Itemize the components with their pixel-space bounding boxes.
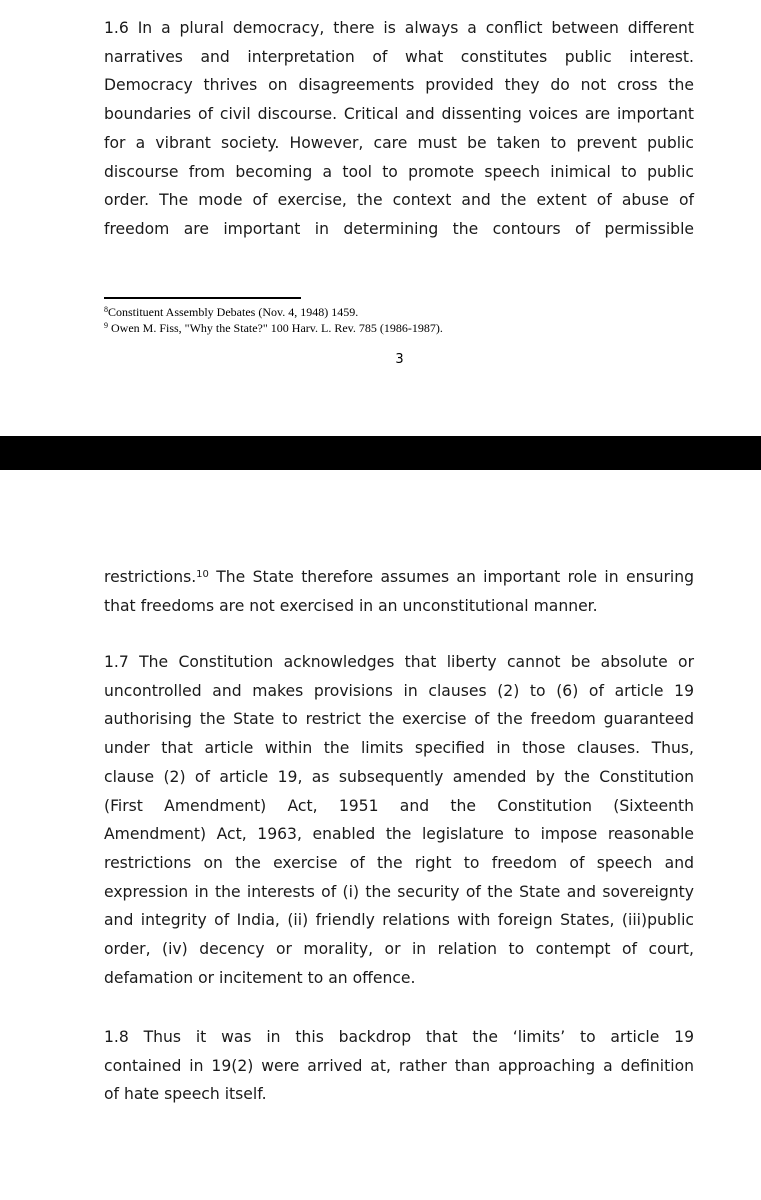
text-line: 1.8 Thus it was in this backdrop that the ‘limits’ to article 19 (104, 1028, 694, 1046)
footnote-text: Owen M. Fiss, "Why the State?" 100 Harv. L. Rev. 785 (1986-1987). (108, 321, 443, 335)
text-line: of hate speech itself. (104, 1085, 267, 1104)
text-line: freedom are important in determining the contours of permissible (104, 219, 694, 238)
text-line: and integrity of India, (ii) friendly relations with foreign States, (iii)public (104, 911, 694, 930)
text-line: Amendment) Act, 1963, enabled the legislature to impose reasonable (104, 825, 694, 844)
text-line: that freedoms are not exercised in an unconstitutional manner. (104, 596, 598, 615)
text-line: narratives and interpretation of what constitutes public interest. (104, 47, 694, 66)
text-line: under that article within the limits specified in those clauses. Thus, (104, 739, 694, 758)
document-page-3 (0, 0, 761, 436)
text-line: authorising the State to restrict the exercise of the freedom guaranteed (104, 710, 694, 729)
text-line: clause (2) of article 19, as subsequently amended by the Constitution (104, 767, 694, 786)
continuation-text: restrictions. (104, 568, 197, 586)
footnote-label: 9 (104, 321, 108, 330)
footnote-8 (104, 304, 358, 320)
text-line: for a vibrant society. However, care must be taken to prevent public (104, 133, 694, 152)
text-line: defamation or incitement to an offence. (104, 968, 416, 987)
footnote-9 (104, 320, 443, 336)
text-line: order, (iv) decency or morality, or in relation to contempt of court, (104, 940, 694, 959)
paragraph-1-7 (104, 648, 694, 992)
footnote-label: 8 (104, 305, 108, 314)
page-number: 3 (395, 352, 404, 367)
text-line: 1.6 In a plural democracy, there is always a conflict between different (104, 19, 694, 37)
text-line: Democracy thrives on disagreements provided they do not cross the (104, 76, 694, 95)
text-line: contained in 19(2) were arrived at, rather than approaching a definition (104, 1056, 694, 1075)
text-line: order. The mode of exercise, the context and the extent of abuse of (104, 191, 694, 210)
text-line: (First Amendment) Act, 1951 and the Constitution (Sixteenth (104, 796, 694, 815)
footnote-reference-10: 10 (196, 569, 209, 580)
footnote-divider (104, 297, 301, 299)
text-line: 1.7 The Constitution acknowledges that liberty cannot be absolute or (104, 653, 694, 671)
text-line: uncontrolled and makes provisions in clauses (2) to (6) of article 19 (104, 681, 694, 700)
text-line: boundaries of civil discourse. Critical and dissenting voices are important (104, 105, 694, 124)
text-line: discourse from becoming a tool to promote speech inimical to public (104, 162, 694, 181)
paragraph-continuation (104, 563, 694, 620)
paragraph-1-8 (104, 1023, 694, 1109)
document-page-4 (0, 470, 761, 1200)
page-separator-bar (0, 436, 761, 470)
footnote-text: Constituent Assembly Debates (Nov. 4, 1948) 1459. (108, 305, 359, 319)
text-line (104, 563, 694, 592)
paragraph-1-6 (104, 14, 694, 244)
text-line: expression in the interests of (i) the security of the State and sovereignty (104, 882, 694, 901)
text-line: restrictions on the exercise of the right to freedom of speech and (104, 853, 694, 872)
continuation-text: The State therefore assumes an important role in ensuring (208, 568, 694, 586)
